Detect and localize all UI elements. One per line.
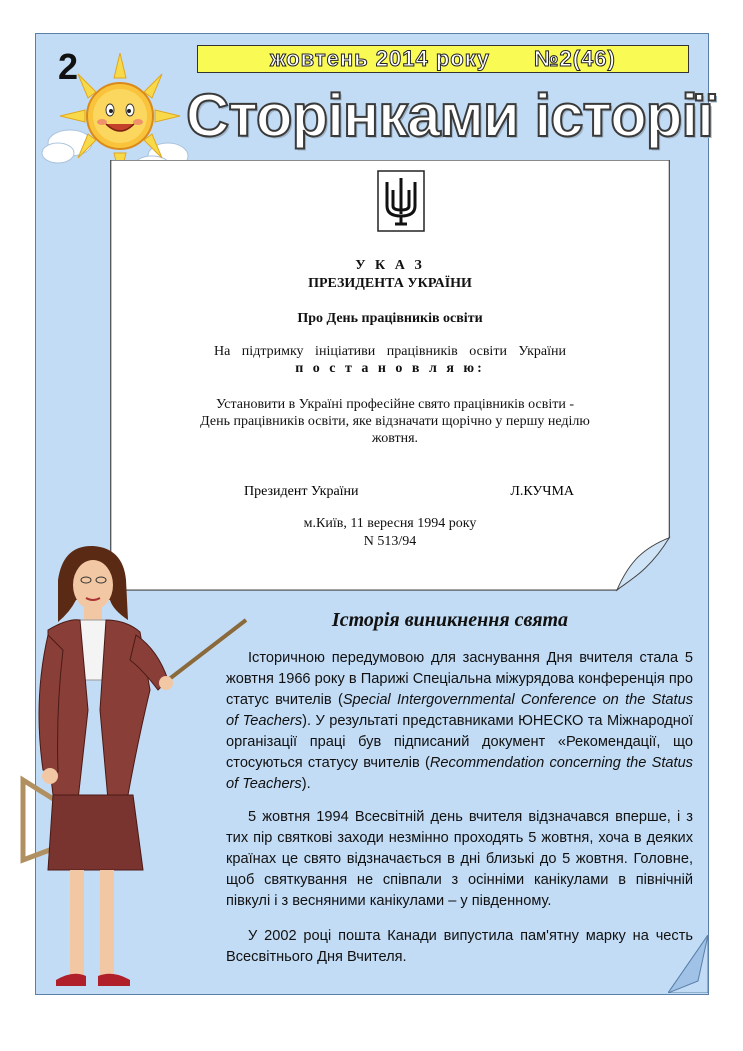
text-run-italic: Recommendation concerning the Status of Teachers	[226, 755, 693, 792]
decree-signature	[244, 484, 574, 500]
history-paragraph: У 2002 році пошта Канади випустила пам'ятну марку на честь Всесвітнього Дня Вчителя.	[226, 928, 693, 965]
decree-body-line: жовтня.	[371, 431, 419, 446]
trident-emblem-icon	[377, 170, 425, 232]
history-paragraph	[226, 648, 693, 795]
issue-number: №2(46)	[533, 46, 616, 71]
decree-place-date: м.Київ, 11 вересня 1994 року	[303, 516, 477, 531]
page-title: Сторінками історії	[186, 82, 713, 149]
decree-body-line: Установити в Україні професійне свято працівників освіти -	[216, 397, 574, 412]
decree-body	[170, 396, 620, 447]
decree-number: N 513/94	[363, 534, 417, 549]
issue-date: жовтень 2014 року	[270, 46, 490, 71]
text-run-italic: Special Intergovernmental Conference on the Status of Teachers	[226, 692, 694, 729]
decree-subject: Про День працівників освіти	[297, 311, 483, 326]
history-paragraph: 5 жовтня 1994 Всесвітній день вчителя відзначався вперше, і з тих пір святкові заходи незмінно проходять 5 жовтня, хоча в деяких країнах це свято відзначається в дні близькі до 5 жовтня. Головне, щоб святкування не співпали з осінніми канікулами в північній півкулі і з весняними канікулами – у південному.	[226, 809, 693, 909]
signer-role: Президент України	[244, 484, 359, 499]
text-run: ).	[301, 776, 311, 792]
decree-heading: У К А З	[355, 258, 425, 273]
text-run: Історичною передумовою для заснування Дня вчителя стала 5 жовтня 1966 року в Парижі Спеціальна міжурядова конференція про статус вчителів (	[226, 650, 693, 708]
decree-resolve: п о с т а н о в л я ю:	[295, 361, 485, 376]
decree-issuer: ПРЕЗИДЕНТА УКРАЇНИ	[308, 276, 472, 291]
history-title: Історія виникнення свята	[331, 609, 569, 631]
issue-banner	[197, 45, 689, 73]
signer-name: Л.КУЧМА	[510, 484, 574, 499]
decree-preamble: На підтримку ініціативи працівників освіти України	[213, 344, 567, 359]
teacher-illustration	[18, 540, 248, 1000]
page-number: 2	[58, 46, 79, 87]
decree-body-line: День працівників освіти, яке відзначати щорічно у першу неділю	[200, 414, 590, 429]
history-article	[226, 648, 693, 982]
text-run: ). У результаті представниками ЮНЕСКО та Міжнародної організації праці був підписаний документ «Рекомендації, що стосуються статусу вчителів (	[226, 713, 693, 771]
